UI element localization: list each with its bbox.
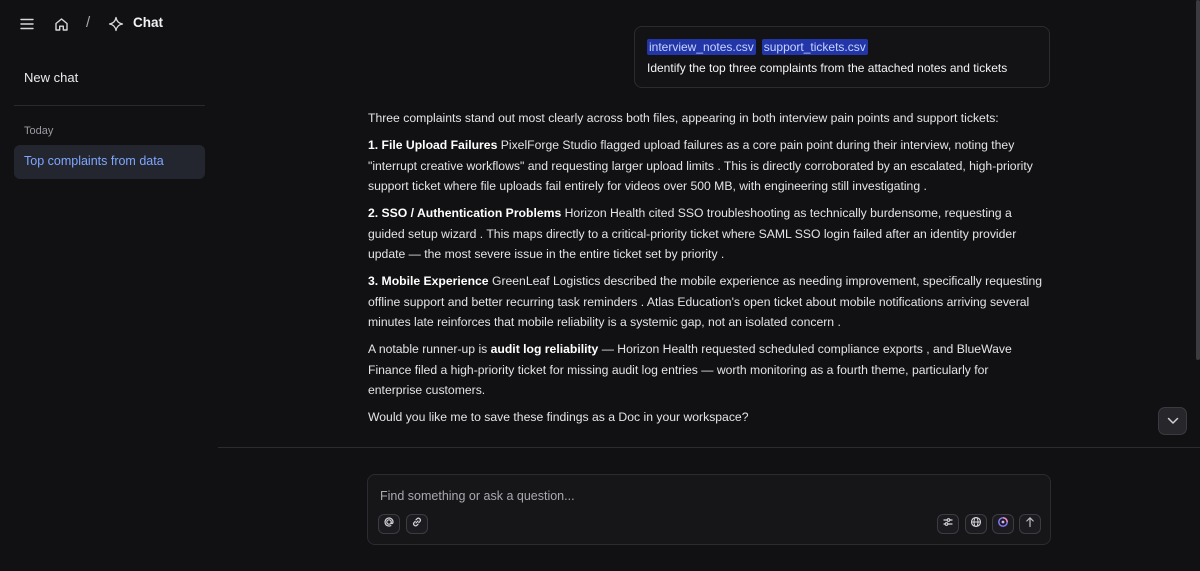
- page-title: Chat: [133, 15, 163, 30]
- composer-divider: [218, 447, 1200, 448]
- sparkle-icon: [105, 13, 127, 35]
- answer-point-3: [368, 271, 1044, 333]
- runner-up-prefix: A notable runner-up is: [368, 342, 491, 357]
- sidebar-divider: [14, 105, 205, 106]
- menu-icon[interactable]: [16, 13, 38, 35]
- runner-up-highlight: audit log reliability: [490, 342, 599, 357]
- chat-main: [218, 0, 1200, 571]
- mention-button[interactable]: [378, 514, 400, 534]
- user-message: [634, 26, 1050, 88]
- ai-model-icon: [997, 515, 1009, 533]
- point-title: 1. File Upload Failures: [368, 138, 498, 153]
- sliders-icon: [942, 515, 954, 533]
- breadcrumb-separator: /: [86, 14, 91, 31]
- answer-point-2: [368, 203, 1044, 265]
- point-body: PixelForge Studio flagged upload failures as a core pain point during their interview, noting they "interrupt creative workflows" and requesting larger upload limits . This is directly corroborated by an escalated, high-priority support ticket where file uploads fail entirely for videos over 500 MB, with engineering still investigating .: [368, 138, 1033, 194]
- web-search-button[interactable]: [965, 514, 987, 534]
- send-button[interactable]: [1019, 514, 1041, 534]
- arrow-up-icon: [1025, 515, 1035, 533]
- point-body: GreenLeaf Logistics described the mobile experience as needing improvement, specifically requesting offline support and better recurring task reminders . Atlas Education's open ticket about mobile notifications arriving several minutes late reinforces that mobile reliability is a systemic gap, not an isolated concern .: [368, 274, 1043, 330]
- answer-closing: Would you like me to save these findings as a Doc in your workspace?: [368, 410, 749, 425]
- point-title: 3. Mobile Experience: [368, 274, 489, 289]
- point-title: 2. SSO / Authentication Problems: [368, 206, 562, 221]
- link-icon: [411, 515, 423, 533]
- history-section-label: Today: [24, 125, 54, 137]
- model-select-button[interactable]: [992, 514, 1014, 534]
- home-icon[interactable]: [50, 13, 72, 35]
- chat-input[interactable]: [378, 487, 978, 505]
- settings-button[interactable]: [937, 514, 959, 534]
- runner-up-body: — Horizon Health requested scheduled compliance exports , and BlueWave Finance filed a high-priority ticket for missing audit log entries — worth monitoring as a fourth theme, particularly for enterprise customers.: [368, 342, 1012, 398]
- composer: [367, 474, 1051, 545]
- attachment-chip[interactable]: interview_notes.csv: [649, 40, 754, 54]
- scroll-to-bottom-button[interactable]: [1158, 407, 1187, 435]
- attachment-list: [647, 39, 1037, 55]
- attachment-chip[interactable]: support_tickets.csv: [763, 40, 866, 54]
- assistant-message: [368, 108, 1044, 435]
- scrollbar[interactable]: [1196, 0, 1200, 360]
- history-item[interactable]: Top complaints from data: [14, 145, 205, 179]
- globe-icon: [970, 515, 982, 533]
- chevron-down-icon: [1167, 412, 1179, 430]
- new-chat-button[interactable]: New chat: [24, 70, 79, 85]
- attach-link-button[interactable]: [406, 514, 428, 534]
- answer-intro: Three complaints stand out most clearly across both files, appearing in both interview pain points and support tickets:: [368, 111, 999, 125]
- point-body: Horizon Health cited SSO troubleshooting as technically burdensome, requesting a guided setup wizard . This maps directly to a critical-priority ticket where SAML SSO login failed after an identity provider update — the most severe issue in the entire ticket set by priority .: [368, 206, 1017, 262]
- sidebar: [0, 0, 218, 571]
- at-sign-icon: [383, 515, 395, 533]
- answer-runner-up: [368, 339, 1044, 401]
- user-message-text: Identify the top three complaints from the attached notes and tickets: [647, 61, 1008, 75]
- answer-point-1: [368, 135, 1044, 197]
